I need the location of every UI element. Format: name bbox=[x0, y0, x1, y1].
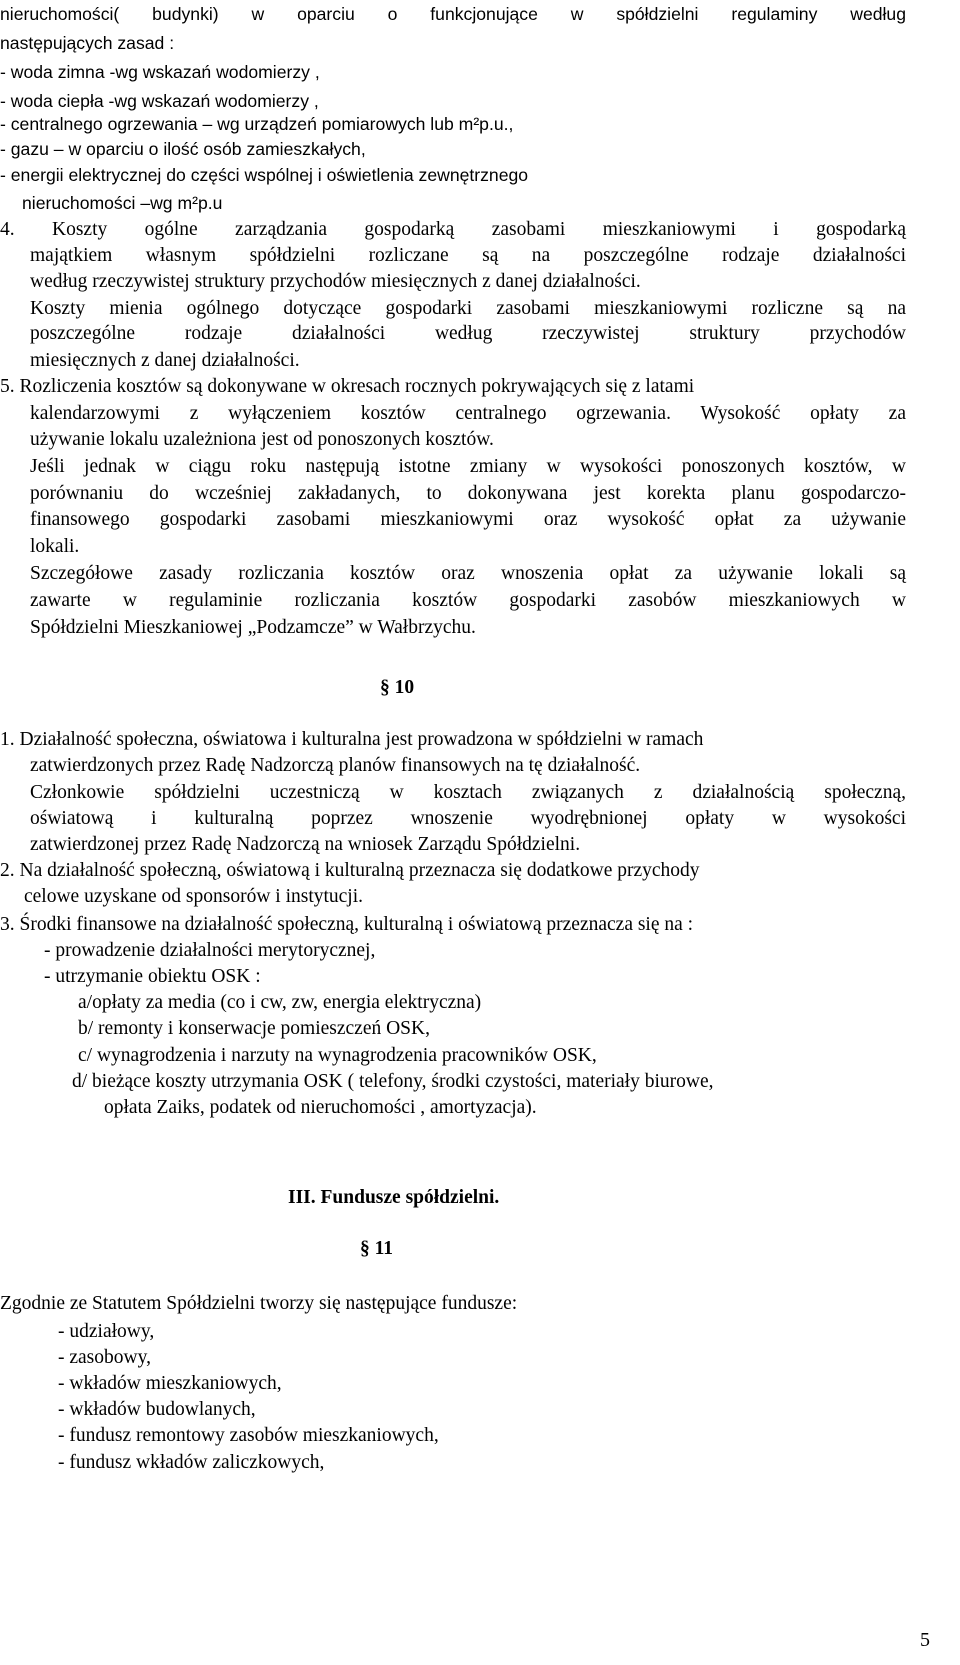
text-line: oświatową i kulturalną poprzez wnoszenie wyodrębnionej opłaty w wysokości bbox=[30, 808, 906, 829]
list-item: - fundusz wkładów zaliczkowych, bbox=[58, 1452, 325, 1473]
list-item: a/opłaty za media (co i cw, zw, energia elektryczna) bbox=[78, 992, 482, 1013]
list-item: opłata Zaiks, podatek od nieruchomości , amortyzacja). bbox=[104, 1097, 537, 1118]
text-line: Jeśli jednak w ciągu roku następują istotne zmiany w wysokości ponoszonych kosztów, w bbox=[30, 456, 906, 477]
list-item: - wkładów budowlanych, bbox=[58, 1399, 256, 1420]
text-line: zawarte w regulaminie rozliczania kosztów gospodarki zasobów mieszkaniowych w bbox=[30, 590, 906, 611]
text-line: majątkiem własnym spółdzielni rozliczane są na poszczególne rodzaje działalności bbox=[30, 245, 906, 266]
text-line: Koszty mienia ogólnego dotyczące gospodarki zasobami mieszkaniowymi rozliczne są na bbox=[30, 298, 906, 319]
list-item: - zasobowy, bbox=[58, 1347, 151, 1368]
text-line: 2. Na działalność społeczną, oświatową i kulturalną przeznacza się dodatkowe przychody bbox=[0, 860, 700, 881]
section-heading: § 11 bbox=[360, 1238, 394, 1259]
text-line: finansowego gospodarki zasobami mieszkaniowymi oraz wysokość opłat za używanie bbox=[30, 509, 906, 530]
text-line: - energii elektrycznej do części wspólnej i oświetlenia zewnętrznego bbox=[0, 165, 529, 185]
text-line: Spółdzielni Mieszkaniowej „Podzamcze” w Wałbrzychu. bbox=[30, 617, 476, 638]
text-line: używanie lokalu uzależniona jest od ponoszonych kosztów. bbox=[30, 429, 494, 450]
text-line: nieruchomości( budynki) w oparciu o funkcjonujące w spółdzielni regulaminy według bbox=[0, 4, 906, 24]
text-line: - gazu – w oparciu o ilość osób zamieszkałych, bbox=[0, 139, 366, 159]
text-line: według rzeczywistej struktury przychodów miesięcznych z danej działalności. bbox=[30, 271, 641, 292]
text-line: miesięcznych z danej działalności. bbox=[30, 350, 300, 371]
text-line: następujących zasad : bbox=[0, 33, 175, 53]
chapter-title: III. Fundusze spółdzielni. bbox=[288, 1187, 500, 1208]
list-item: b/ remonty i konserwacje pomieszczeń OSK, bbox=[78, 1018, 430, 1039]
list-item: - utrzymanie obiektu OSK : bbox=[44, 966, 261, 987]
list-item: - fundusz remontowy zasobów mieszkaniowych, bbox=[58, 1425, 439, 1446]
list-item: - udziałowy, bbox=[58, 1321, 155, 1342]
text-line: celowe uzyskane od sponsorów i instytucji. bbox=[24, 886, 364, 907]
list-item: - wkładów mieszkaniowych, bbox=[58, 1373, 282, 1394]
list-item: d/ bieżące koszty utrzymania OSK ( telefony, środki czystości, materiały biurowe, bbox=[72, 1071, 714, 1092]
section-heading: § 10 bbox=[380, 677, 415, 698]
text-line: 1. Działalność społeczna, oświatowa i kulturalna jest prowadzona w spółdzielni w ramach bbox=[0, 729, 704, 750]
text-line: poszczególne rodzaje działalności według rzeczywistej struktury przychodów bbox=[30, 323, 906, 344]
text-line: - woda ciepła -wg wskazań wodomierzy , bbox=[0, 91, 319, 111]
text-line: 3. Środki finansowe na działalność społeczną, kulturalną i oświatową przeznacza się na : bbox=[0, 914, 694, 935]
text-line: lokali. bbox=[30, 536, 80, 557]
text-line: Członkowie spółdzielni uczestniczą w kosztach związanych z działalnością społeczną, bbox=[30, 782, 906, 803]
text-line: 4. Koszty ogólne zarządzania gospodarką zasobami mieszkaniowymi i gospodarką bbox=[0, 219, 906, 240]
text-line: nieruchomości –wg m²p.u bbox=[22, 193, 223, 213]
page-number: 5 bbox=[920, 1629, 930, 1651]
text-line: - woda zimna -wg wskazań wodomierzy , bbox=[0, 62, 320, 82]
text-line: porównaniu do wcześniej zakładanych, to dokonywana jest korekta planu gospodarczo- bbox=[30, 483, 906, 504]
text-line: zatwierdzonej przez Radę Nadzorczą na wniosek Zarządu Spółdzielni. bbox=[30, 834, 581, 855]
list-item: c/ wynagrodzenia i narzuty na wynagrodzenia pracowników OSK, bbox=[78, 1045, 597, 1066]
text-line: - centralnego ogrzewania – wg urządzeń pomiarowych lub m²p.u., bbox=[0, 114, 514, 134]
text-line: kalendarzowymi z wyłączeniem kosztów centralnego ogrzewania. Wysokość opłaty za bbox=[30, 403, 906, 424]
list-item: - prowadzenie działalności merytorycznej, bbox=[44, 940, 376, 961]
text-line: 5. Rozliczenia kosztów są dokonywane w okresach rocznych pokrywających się z latami bbox=[0, 376, 695, 397]
text-line: Szczegółowe zasady rozliczania kosztów oraz wnoszenia opłat za używanie lokali są bbox=[30, 563, 906, 584]
text-line: zatwierdzonych przez Radę Nadzorczą planów finansowych na tę działalność. bbox=[30, 755, 641, 776]
text-line: Zgodnie ze Statutem Spółdzielni tworzy się następujące fundusze: bbox=[0, 1293, 518, 1314]
